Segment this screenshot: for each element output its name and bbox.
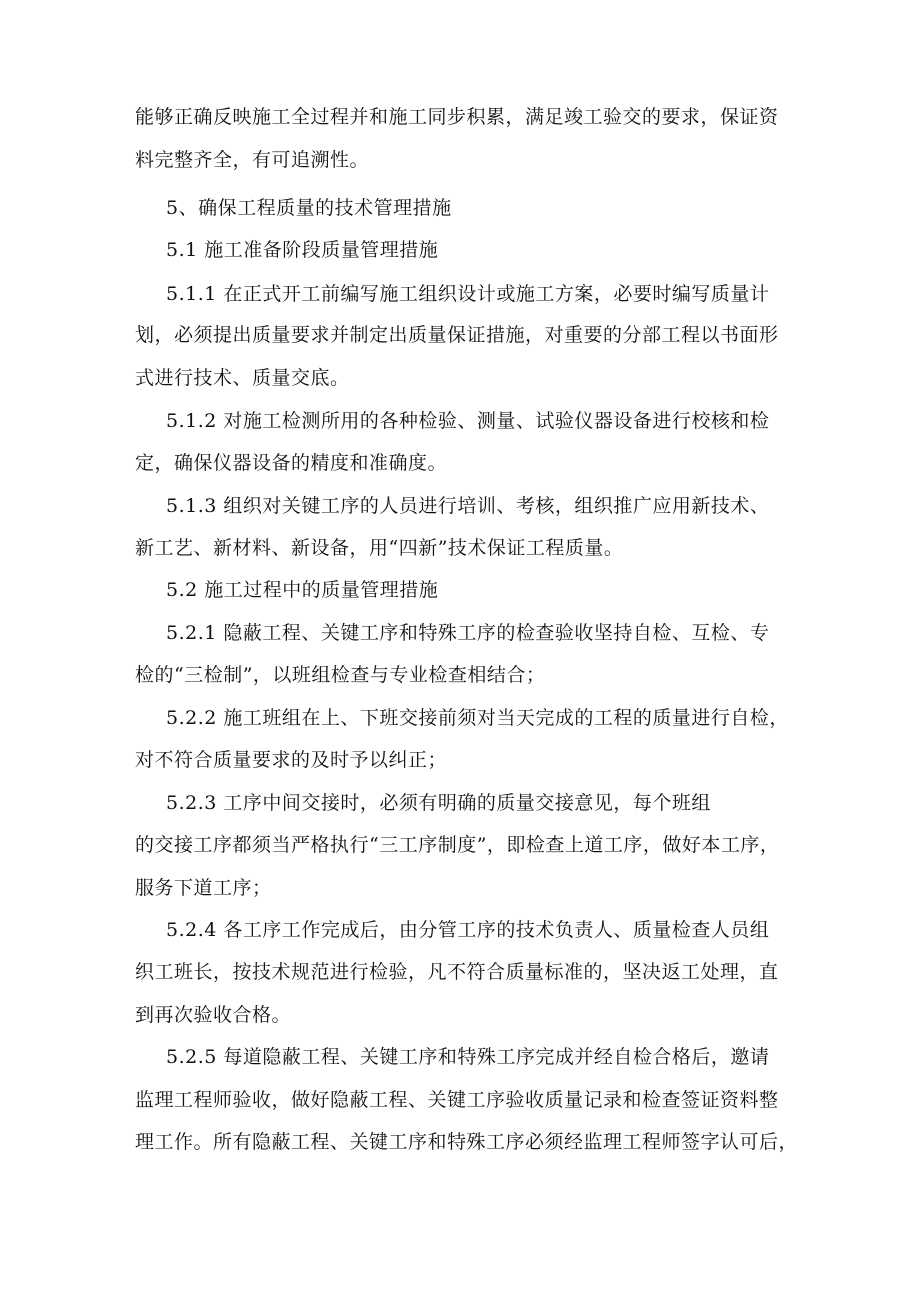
paragraph-line: 新工艺、新材料、新设备，用“四新”技术保证工程质量。 <box>135 537 624 559</box>
paragraph-line: 服务下道工序； <box>135 877 272 899</box>
subsection-heading: 5.1 施工准备阶段质量管理措施 <box>166 239 439 261</box>
paragraph-line: 5.1.1 在正式开工前编写施工组织设计或施工方案，必要时编写质量计 <box>166 283 770 305</box>
paragraph-line: 料完整齐全，有可追溯性。 <box>135 149 370 171</box>
paragraph-line: 5.1.3 组织对关键工序的人员进行培训、考核，组织推广应用新技术、 <box>166 495 770 517</box>
paragraph-line: 理工作。所有隐蔽工程、关键工序和特殊工序必须经监理工程师签字认可后， <box>135 1131 799 1153</box>
paragraph-line: 织工班长，按技术规范进行检验，凡不符合质量标准的，坚决返工处理，直 <box>135 961 779 983</box>
paragraph-line: 5.2.1 隐蔽工程、关键工序和特殊工序的检查验收坚持自检、互检、专 <box>166 622 770 644</box>
paragraph-line: 5.1.2 对施工检测所用的各种检验、测量、试验仪器设备进行校核和检 <box>166 410 770 432</box>
subsection-heading: 5.2 施工过程中的质量管理措施 <box>166 579 439 601</box>
paragraph-line: 5.2.4 各工序工作完成后，由分管工序的技术负责人、质量检查人员组 <box>166 919 770 941</box>
section-heading: 5、确保工程质量的技术管理措施 <box>166 197 452 219</box>
paragraph-line: 对不符合质量要求的及时予以纠正； <box>135 749 448 771</box>
paragraph-line: 式进行技术、质量交底。 <box>135 367 350 389</box>
paragraph-line: 5.2.5 每道隐蔽工程、关键工序和特殊工序完成并经自检合格后，邀请 <box>166 1046 770 1068</box>
paragraph-line: 划，必须提出质量要求并制定出质量保证措施，对重要的分部工程以书面形 <box>135 324 779 346</box>
paragraph-line: 5.2.3 工序中间交接时，必须有明确的质量交接意见，每个班组 <box>166 792 711 814</box>
paragraph-line: 检的“三检制”，以班组检查与专业检查相结合； <box>135 664 546 686</box>
paragraph-line: 能够正确反映施工全过程并和施工同步积累，满足竣工验交的要求，保证资 <box>135 106 779 128</box>
paragraph-line: 监理工程师验收，做好隐蔽工程、关键工序验收质量记录和检查签证资料整 <box>135 1089 779 1111</box>
paragraph-line: 5.2.2 施工班组在上、下班交接前须对当天完成的工程的质量进行自检， <box>166 707 789 729</box>
paragraph-line: 的交接工序都须当严格执行“三工序制度”，即检查上道工序，做好本工序， <box>135 834 780 856</box>
paragraph-line: 定，确保仪器设备的精度和准确度。 <box>135 452 448 474</box>
paragraph-line: 到再次验收合格。 <box>135 1004 292 1026</box>
